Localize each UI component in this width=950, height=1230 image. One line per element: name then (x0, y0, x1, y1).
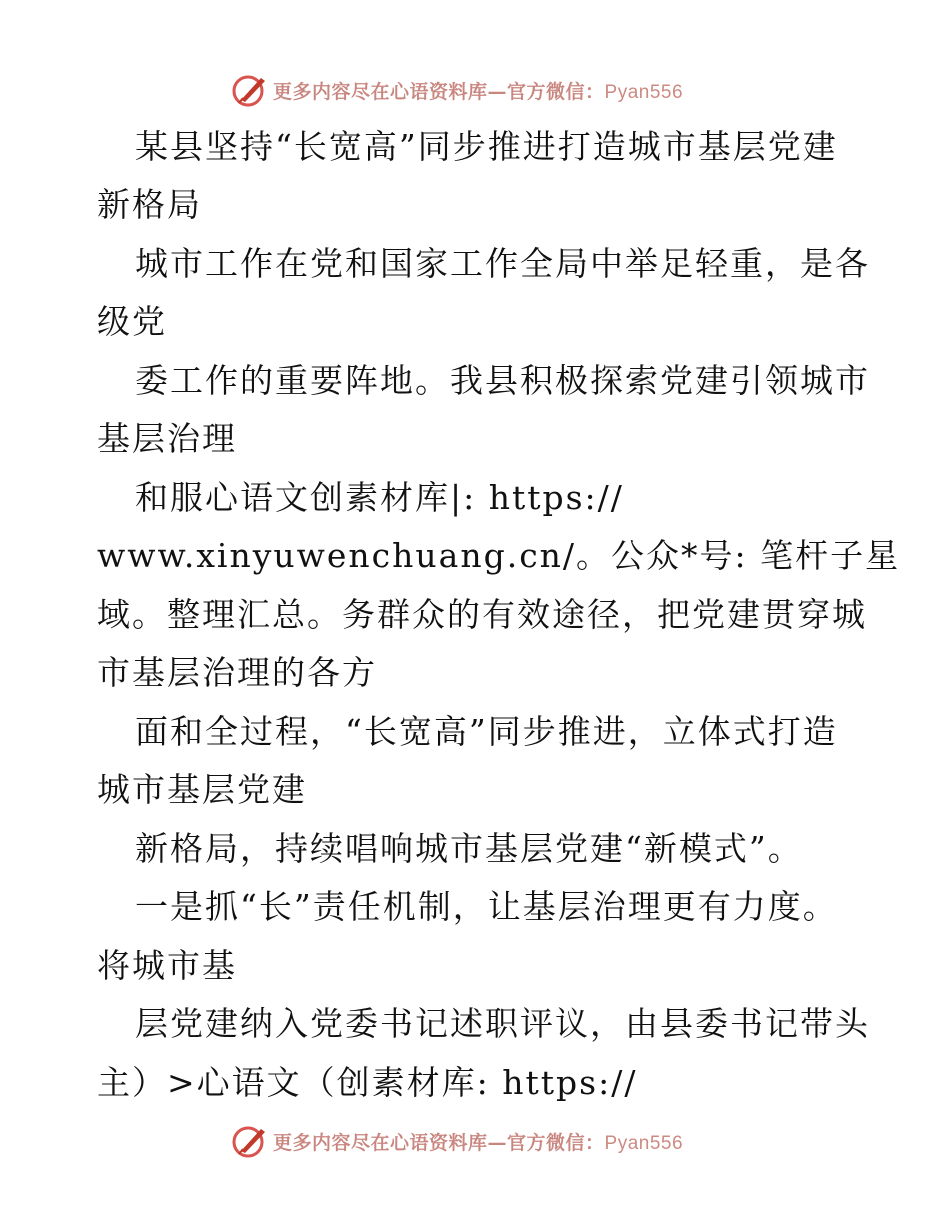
text-line: www.xinyuwenchuang.cn/。公众*号: 笔杆子星 (97, 536, 901, 575)
banner-wechat-id: Pyan556 (604, 1133, 684, 1154)
banner-wechat-id: Pyan556 (604, 82, 684, 103)
text-line: 新格局 (97, 185, 202, 224)
text-line: 基层治理 (97, 419, 237, 458)
quill-logo-icon (231, 1123, 269, 1159)
banner-label: 更多内容尽在心语资料库—官方微信： (273, 81, 605, 103)
header-banner (0, 70, 950, 110)
text-line: 级党 (97, 302, 167, 341)
text-line: 市基层治理的各方 (97, 653, 377, 692)
text-line: 委工作的重要阵地。我县积极探索党建引领城市 (135, 361, 870, 400)
quill-logo-icon (231, 72, 269, 108)
footer-banner (0, 1121, 950, 1161)
banner-caption (273, 77, 683, 104)
banner-caption (273, 1128, 683, 1155)
text-line: 新格局，持续唱响城市基层党建“新模式”。 (135, 829, 803, 868)
text-line: 一是抓“长”责任机制，让基层治理更有力度。 (135, 887, 838, 926)
text-line: 和服心语文创素材库|: https:// (135, 478, 624, 517)
text-line: 主）>心语文（创素材库: https:// (97, 1063, 638, 1102)
banner-label: 更多内容尽在心语资料库—官方微信： (273, 1132, 605, 1154)
text-line: 层党建纳入党委书记述职评议，由县委书记带头 (135, 1004, 870, 1043)
text-line: 将城市基 (97, 946, 237, 985)
text-line: 城市工作在党和国家工作全局中举足轻重，是各 (135, 244, 870, 283)
text-line: 域。整理汇总。务群众的有效途径，把党建贯穿城 (97, 595, 867, 634)
text-line: 城市基层党建 (97, 770, 307, 809)
text-line: 面和全过程，“长宽高”同步推进，立体式打造 (135, 712, 838, 751)
text-line: 某县坚持“长宽高”同步推进打造城市基层党建 (135, 127, 838, 166)
